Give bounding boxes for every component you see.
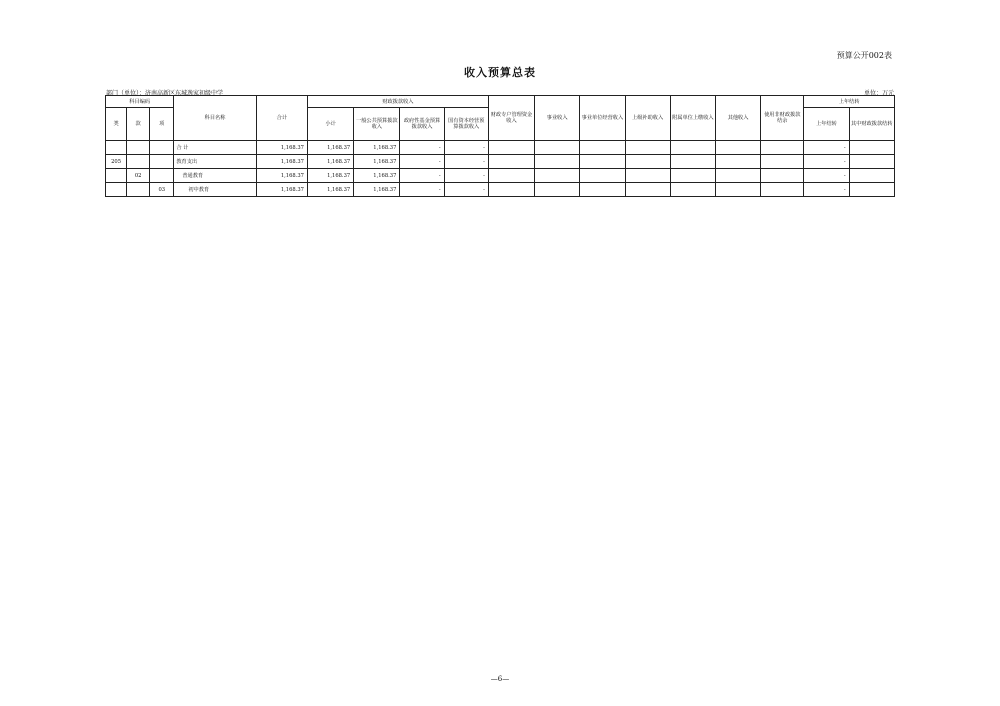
cell-lei: 205 [106,155,127,169]
header-last-year-carryover: 上年结转 [804,108,849,141]
cell-other-income [715,141,760,155]
cell-gov-fund: - [400,183,444,197]
cell-non-fiscal-balance [761,141,804,155]
cell-operating-income [580,141,625,155]
cell-subtotal: 1,168.37 [307,169,353,183]
cell-subtotal: 1,168.37 [307,155,353,169]
cell-total: 1,168.37 [256,169,307,183]
cell-other-income [715,155,760,169]
cell-lei [106,169,127,183]
cell-subordinate-turnover [670,141,715,155]
header-kuan: 款 [127,108,150,141]
header-lei: 类 [106,108,127,141]
cell-superior-subsidy [625,183,670,197]
cell-xiang [150,169,174,183]
header-business-income: 事业收入 [535,96,580,141]
header-subject-name: 科目名称 [174,96,256,141]
header-subordinate-turnover: 附属单位上缴收入 [670,96,715,141]
cell-subject-name: 合 计 [174,141,256,155]
cell-general-budget: 1,168.37 [354,169,400,183]
cell-subject-name: 教育支出 [174,155,256,169]
department-label: 部门（单位）：济南高新区东城逸家初级中学 [106,90,224,97]
cell-subordinate-turnover [670,155,715,169]
cell-business-income [535,141,580,155]
cell-special-account [488,155,534,169]
header-total: 合计 [256,96,307,141]
header-operating-income: 事业单位经营收入 [580,96,625,141]
cell-operating-income [580,183,625,197]
cell-special-account [488,183,534,197]
cell-operating-income [580,155,625,169]
cell-last-year-carryover: - [804,155,849,169]
cell-total: 1,168.37 [256,141,307,155]
cell-xiang [150,155,174,169]
cell-subtotal: 1,168.37 [307,141,353,155]
cell-state-capital: - [444,169,488,183]
cell-business-income [535,169,580,183]
cell-kuan: 02 [127,169,150,183]
header-fiscal-carryover: 其中财政拨款结转 [849,108,894,141]
table-row [106,169,895,183]
cell-lei [106,183,127,197]
header-last-year-group: 上年结转 [804,96,895,108]
header-superior-subsidy: 上级补助收入 [625,96,670,141]
cell-last-year-carryover: - [804,183,849,197]
cell-fiscal-carryover [849,141,894,155]
cell-special-account [488,141,534,155]
cell-superior-subsidy [625,155,670,169]
form-number: 预算公开002表 [836,51,892,60]
table-row [106,183,895,197]
cell-xiang: 03 [150,183,174,197]
cell-gov-fund: - [400,155,444,169]
cell-kuan [127,141,150,155]
cell-non-fiscal-balance [761,169,804,183]
cell-subject-name: 初中教育 [174,183,256,197]
cell-subtotal: 1,168.37 [307,183,353,197]
cell-non-fiscal-balance [761,183,804,197]
header-subtotal: 小计 [307,108,353,141]
cell-state-capital: - [444,183,488,197]
cell-xiang [150,141,174,155]
cell-gov-fund: - [400,141,444,155]
header-fiscal-group: 财政拨款收入 [307,96,488,108]
cell-general-budget: 1,168.37 [354,183,400,197]
header-other-income: 其他收入 [715,96,760,141]
cell-last-year-carryover: - [804,169,849,183]
cell-other-income [715,183,760,197]
cell-business-income [535,183,580,197]
cell-subordinate-turnover [670,183,715,197]
unit-label: 单位：万元 [863,90,894,97]
cell-business-income [535,155,580,169]
header-xiang: 项 [150,108,174,141]
cell-fiscal-carryover [849,155,894,169]
header-special-account: 财政专户管理资金收入 [488,96,534,141]
header-non-fiscal-balance: 使用非财政拨款结余 [761,96,804,141]
cell-state-capital: - [444,155,488,169]
cell-last-year-carryover: - [804,141,849,155]
cell-special-account [488,169,534,183]
header-state-capital: 国有资本经营预算拨款收入 [444,108,488,141]
cell-total: 1,168.37 [256,155,307,169]
cell-total: 1,168.37 [256,183,307,197]
cell-general-budget: 1,168.37 [354,141,400,155]
cell-fiscal-carryover [849,183,894,197]
cell-gov-fund: - [400,169,444,183]
cell-fiscal-carryover [849,169,894,183]
cell-kuan [127,183,150,197]
cell-kuan [127,155,150,169]
cell-other-income [715,169,760,183]
table-row-total [106,141,895,155]
cell-state-capital: - [444,141,488,155]
page-title: 收入预算总表 [464,66,536,79]
cell-lei [106,141,127,155]
income-budget-table [105,95,895,197]
cell-superior-subsidy [625,169,670,183]
header-code-group: 科目编码 [106,96,174,108]
header-general-budget: 一般公共预算拨款收入 [354,108,400,141]
header-gov-fund: 政府性基金预算拨款收入 [400,108,444,141]
cell-non-fiscal-balance [761,155,804,169]
table-row [106,155,895,169]
cell-subject-name: 普通教育 [174,169,256,183]
page-number: —6— [490,675,510,683]
cell-operating-income [580,169,625,183]
cell-subordinate-turnover [670,169,715,183]
cell-general-budget: 1,168.37 [354,155,400,169]
cell-superior-subsidy [625,141,670,155]
